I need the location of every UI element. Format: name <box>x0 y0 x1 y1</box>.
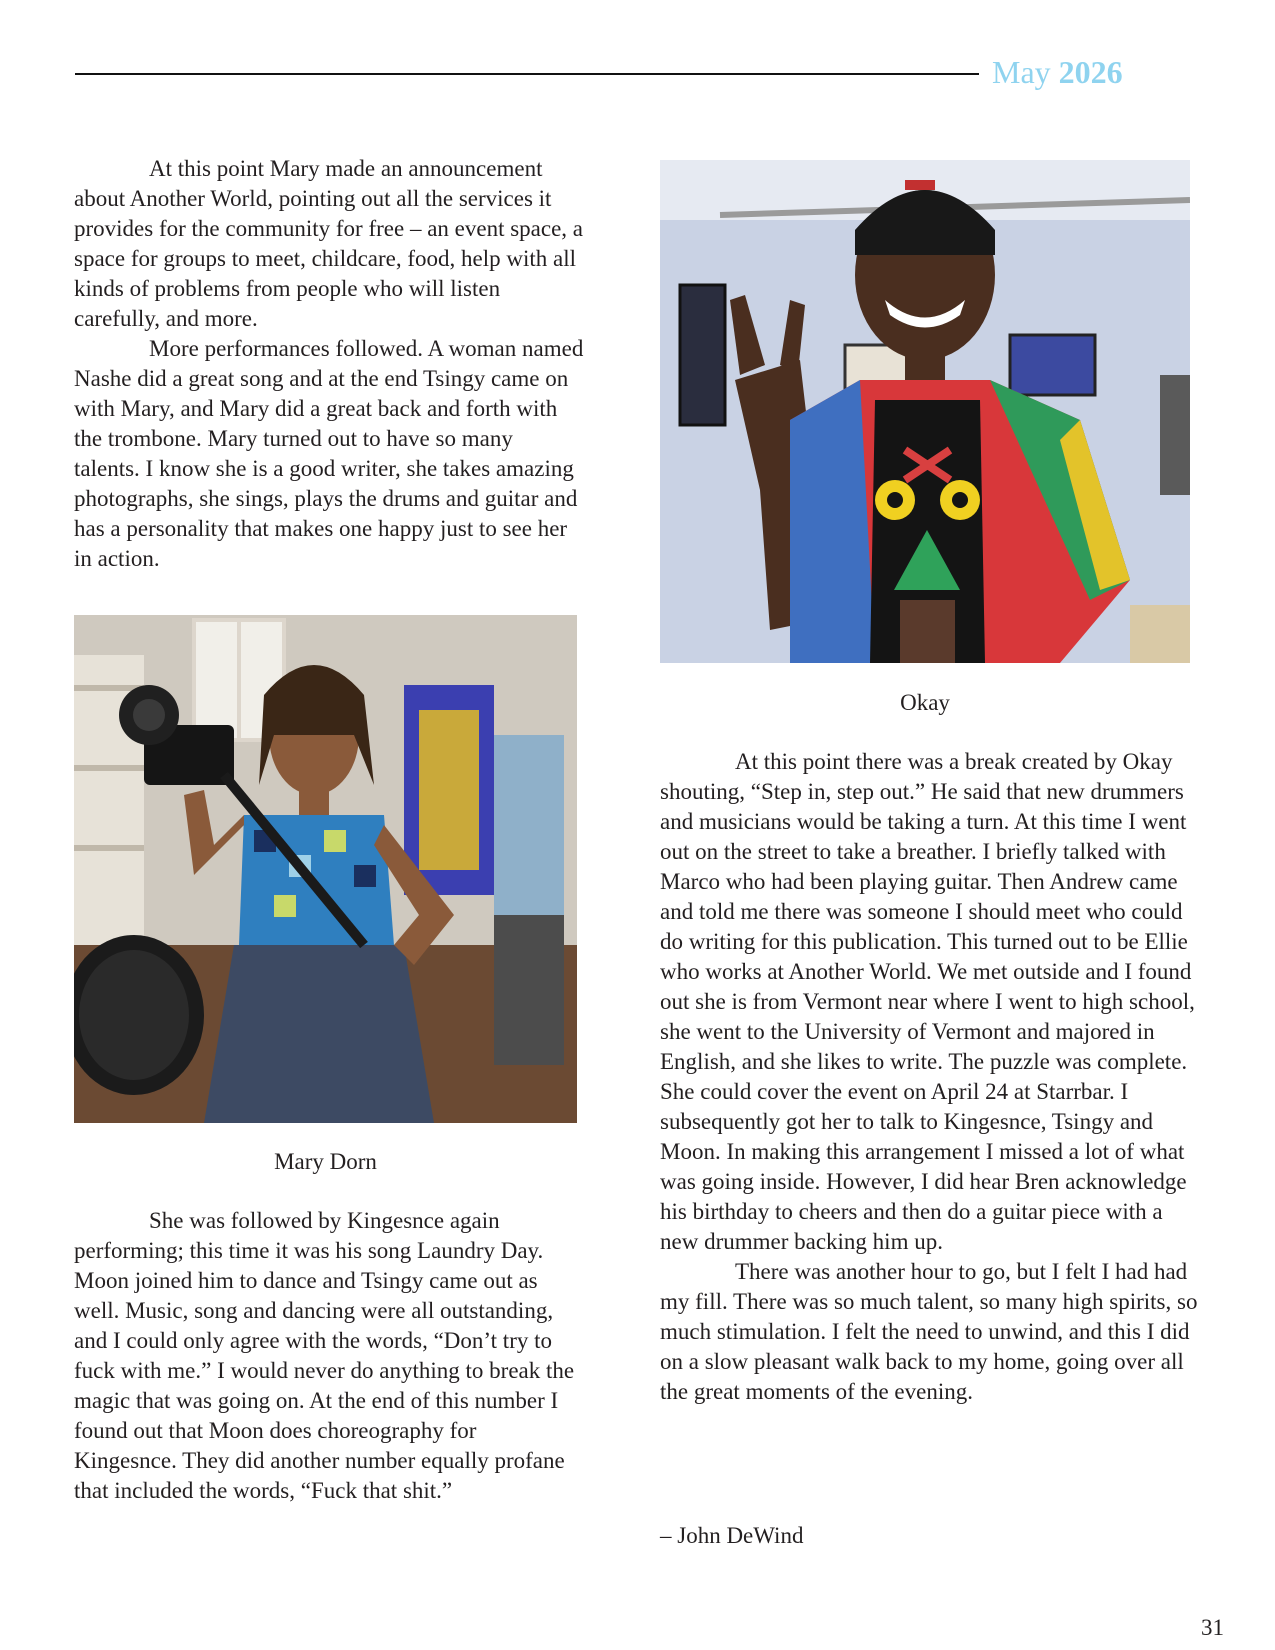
article-paragraph: At this point there was a break created by Okay shouting, “Step in, step out.” He said that new drummers and musicians would be taking a turn. At this time I went out on the street to take a breather. I briefly talked with Marco who had been playing guitar. Then Andrew came and told me there was someone I should meet who could do writing for this publication. This turned out to be Ellie who works at Another World. We met outside and I found out she is from Vermont near where I went to high school, she went to the University of Vermont and majored in English, and she likes to write. The puzzle was complete. She could cover the event on April 24 at Starrbar. I subsequently got her to talk to Kingesnce, Tsingy and Moon. In making this arrangement I missed a lot of what was going inside. However, I did hear Bren acknowledge his birthday to cheers and then do a guitar piece with a new drummer backing him up. <box>660 749 1195 1254</box>
photo-mary-dorn <box>74 615 577 1123</box>
photo-caption: Okay <box>900 690 950 715</box>
photo-caption: Mary Dorn <box>274 1149 377 1174</box>
issue-year: 2026 <box>1058 54 1123 90</box>
left-column-bottom <box>74 1206 584 1506</box>
article-paragraph: At this point Mary made an announcement about Another World, pointing out all the services it provides for the community for free – an event space, a space for groups to meet, childcare, food, help with all kinds of problems from people who will listen carefully, and more. <box>74 156 583 331</box>
page-number: 31 <box>1201 1615 1224 1640</box>
photo-mary-dorn-image <box>74 615 577 1123</box>
header-rule <box>75 73 979 75</box>
issue-month: May <box>992 54 1051 90</box>
article-paragraph: She was followed by Kingesnce again performing; this time it was his song Laundry Day. Moon joined him to dance and Tsingy came out as well. Music, song and dancing were all outstanding, and I could only agree with the words, “Don’t try to fuck with me.” I would never do anything to break the magic that was going on. At the end of this number I found out that Moon does choreography for Kingesnce. They did another number equally profane that included the words, “Fuck that shit.” <box>74 1208 575 1503</box>
article-paragraph: More performances followed. A woman named Nashe did a great song and at the end Tsingy came on with Mary, and Mary did a great back and forth with the trombone. Mary turned out to have so many talents. I know she is a good writer, she takes amazing photographs, she sings, plays the drums and guitar and has a personality that makes one happy just to see her in action. <box>74 336 584 571</box>
author-signature: – John DeWind <box>660 1523 804 1548</box>
issue-date <box>992 52 1123 92</box>
photo-okay <box>660 160 1190 663</box>
right-column-text <box>660 747 1200 1407</box>
photo-okay-image <box>660 160 1190 663</box>
article-paragraph: There was another hour to go, but I felt I had had my fill. There was so much talent, so many high spirits, so much stimulation. I felt the need to unwind, and this I did on a slow pleasant walk back to my home, going over all the great moments of the evening. <box>660 1259 1198 1404</box>
left-column-top <box>74 154 584 574</box>
